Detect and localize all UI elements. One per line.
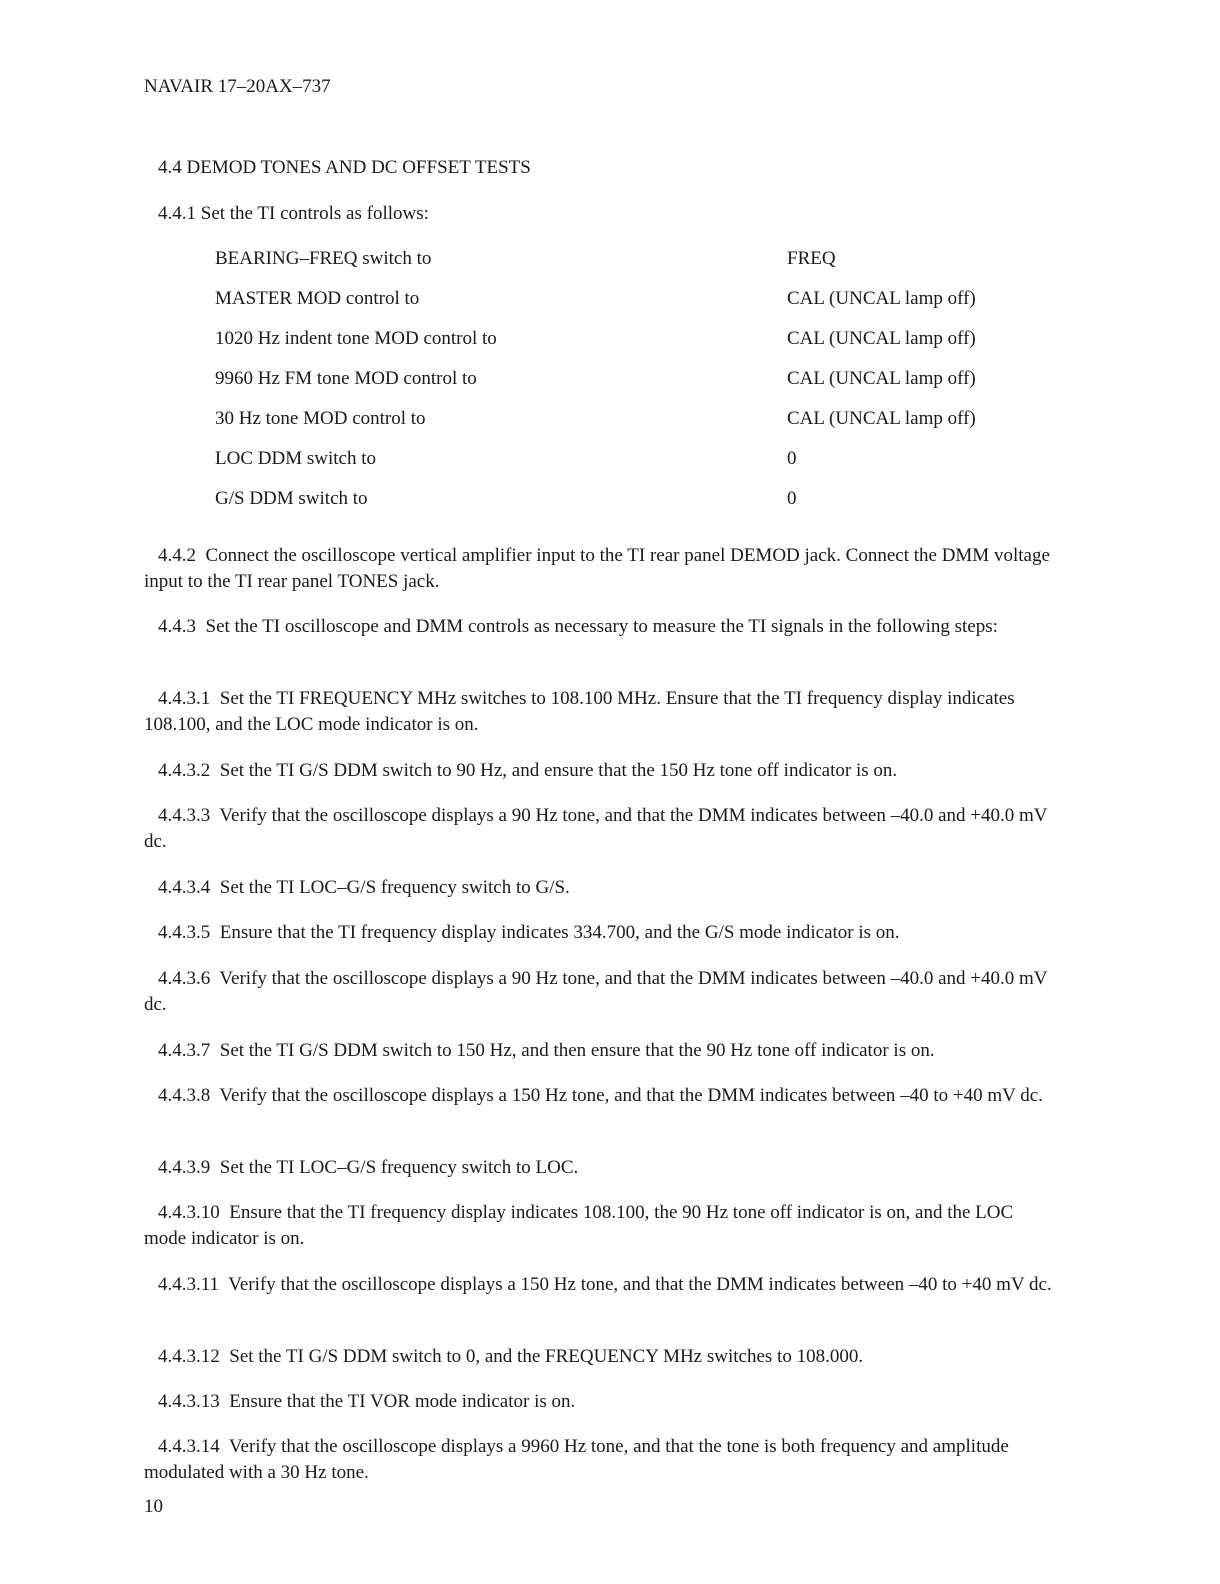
section-title: 4.4 DEMOD TONES AND DC OFFSET TESTS [158, 157, 531, 178]
step-paragraph [144, 758, 1054, 784]
step-paragraph [144, 614, 1054, 640]
step-number: 4.4.3.2 [158, 760, 211, 781]
step-number: 4.4.3.13 [158, 1391, 220, 1412]
step-text: Ensure that the TI VOR mode indicator is on. [229, 1391, 576, 1412]
step-number: 4.4.3.7 [158, 1040, 211, 1061]
setting-label: LOC DDM switch to [215, 448, 376, 469]
step-text: Connect the oscilloscope vertical amplifier input to the TI rear panel DEMOD jack. Connect the DMM voltage input to the TI rear panel TONES jack. [144, 545, 1050, 592]
step-text: Verify that the oscilloscope displays a 90 Hz tone, and that the DMM indicates between –40.0 and +40.0 mV dc. [144, 805, 1048, 852]
step-number: 4.4.3.14 [158, 1436, 220, 1457]
setting-row [215, 486, 1015, 526]
setting-value: CAL (UNCAL lamp off) [787, 328, 976, 349]
document-header: NAVAIR 17–20AX–737 [144, 76, 331, 97]
step-paragraph [144, 1038, 1054, 1064]
intro-paragraph: 4.4.1 Set the TI controls as follows: [158, 203, 429, 224]
step-paragraph [144, 1344, 1054, 1370]
step-paragraph [144, 686, 1054, 738]
setting-label: 9960 Hz FM tone MOD control to [215, 368, 477, 389]
step-paragraph [144, 1200, 1054, 1252]
setting-value: 0 [787, 448, 797, 469]
setting-label: G/S DDM switch to [215, 488, 368, 509]
step-number: 4.4.3.11 [158, 1274, 220, 1295]
step-paragraph [144, 875, 1054, 901]
step-text: Set the TI G/S DDM switch to 150 Hz, and then ensure that the 90 Hz tone off indicator is on. [219, 1040, 935, 1061]
step-text: Verify that the oscilloscope displays a 90 Hz tone, and that the DMM indicates between –40.0 and +40.0 mV dc. [144, 968, 1048, 1015]
controls-settings-list [215, 246, 1015, 526]
setting-value: CAL (UNCAL lamp off) [787, 288, 976, 309]
setting-label: 30 Hz tone MOD control to [215, 408, 426, 429]
step-number: 4.4.3.12 [158, 1346, 220, 1367]
step-number: 4.4.3.5 [158, 922, 211, 943]
step-text: Set the TI oscilloscope and DMM controls as necessary to measure the TI signals in the following steps: [205, 616, 998, 637]
setting-value: CAL (UNCAL lamp off) [787, 368, 976, 389]
step-number: 4.4.3.4 [158, 877, 211, 898]
step-paragraph [144, 1155, 1054, 1181]
step-text: Set the TI FREQUENCY MHz switches to 108.100 MHz. Ensure that the TI frequency display indicates 108.100, and the LOC mode indicator is on. [144, 688, 1015, 735]
setting-label: MASTER MOD control to [215, 288, 420, 309]
step-paragraph [144, 1083, 1054, 1109]
setting-row [215, 366, 1015, 406]
setting-label: BEARING–FREQ switch to [215, 248, 432, 269]
setting-row [215, 246, 1015, 286]
step-text: Verify that the oscilloscope displays a 9960 Hz tone, and that the tone is both frequency and amplitude modulated with a 30 Hz tone. [144, 1436, 1009, 1483]
setting-value: CAL (UNCAL lamp off) [787, 408, 976, 429]
step-number: 4.4.3 [158, 616, 196, 637]
step-number: 4.4.3.9 [158, 1157, 211, 1178]
setting-row [215, 406, 1015, 446]
step-paragraph [144, 1434, 1054, 1486]
step-number: 4.4.3.10 [158, 1202, 220, 1223]
step-text: Verify that the oscilloscope displays a 150 Hz tone, and that the DMM indicates between –40 to +40 mV dc. [219, 1085, 1043, 1106]
step-text: Set the TI LOC–G/S frequency switch to LOC. [219, 1157, 579, 1178]
step-text: Ensure that the TI frequency display indicates 334.700, and the G/S mode indicator is on. [219, 922, 900, 943]
step-paragraph [144, 966, 1054, 1018]
step-text: Verify that the oscilloscope displays a 150 Hz tone, and that the DMM indicates between –40 to +40 mV dc. [228, 1274, 1052, 1295]
step-paragraph [144, 803, 1054, 855]
setting-value: 0 [787, 488, 797, 509]
step-paragraph [144, 1389, 1054, 1415]
step-text: Ensure that the TI frequency display indicates 108.100, the 90 Hz tone off indicator is on, and the LOC mode indicator is on. [144, 1202, 1014, 1249]
setting-value: FREQ [787, 248, 836, 269]
step-number: 4.4.3.6 [158, 968, 211, 989]
step-text: Set the TI G/S DDM switch to 90 Hz, and ensure that the 150 Hz tone off indicator is on. [219, 760, 898, 781]
setting-row [215, 446, 1015, 486]
step-text: Set the TI G/S DDM switch to 0, and the FREQUENCY MHz switches to 108.000. [229, 1346, 864, 1367]
step-paragraph [144, 920, 1054, 946]
step-paragraph [144, 1272, 1054, 1298]
setting-label: 1020 Hz indent tone MOD control to [215, 328, 497, 349]
step-number: 4.4.3.8 [158, 1085, 211, 1106]
step-number: 4.4.2 [158, 545, 196, 566]
step-number: 4.4.3.1 [158, 688, 211, 709]
step-text: Set the TI LOC–G/S frequency switch to G/S. [219, 877, 570, 898]
step-number: 4.4.3.3 [158, 805, 211, 826]
setting-row [215, 286, 1015, 326]
setting-row [215, 326, 1015, 366]
step-paragraph [144, 543, 1054, 595]
page-number: 10 [144, 1496, 163, 1517]
